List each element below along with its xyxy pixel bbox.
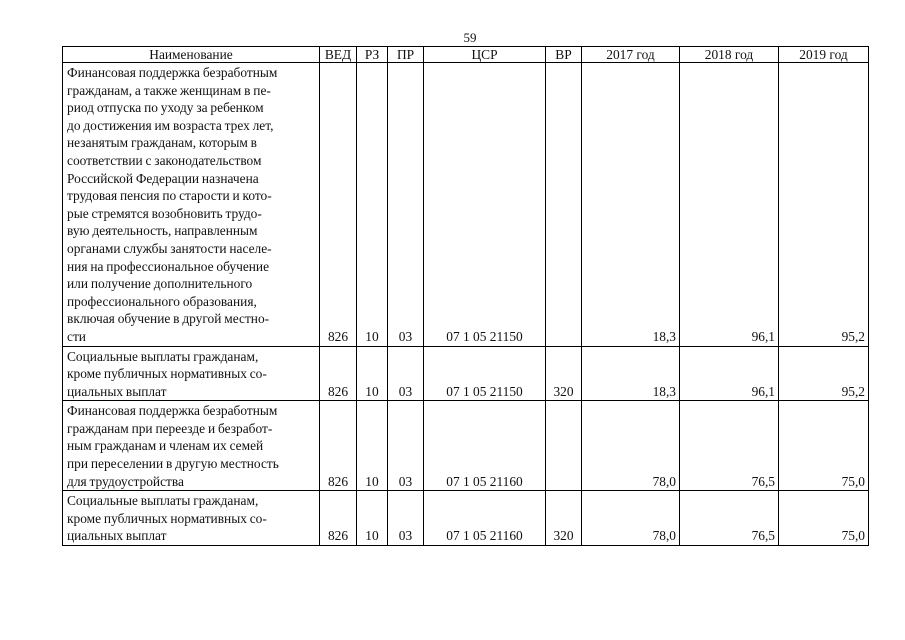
page-number: 59	[463, 30, 477, 45]
cell-rz: 10	[357, 63, 388, 347]
name-line: рые стремятся возобновить трудо-	[67, 205, 262, 221]
header-vr: ВР	[546, 47, 582, 63]
name-line: Финансовая поддержка безработным	[67, 403, 278, 419]
cell-vr: 320	[546, 491, 582, 546]
name-line: риод отпуска по уходу за ребенком	[67, 100, 264, 116]
name-line: включая обучение в другой местно-	[67, 311, 270, 327]
cell-pr: 03	[388, 63, 424, 347]
cell-2018: 76,5	[680, 401, 779, 491]
cell-name	[63, 63, 320, 347]
name-line: до достижения им возраста трех лет,	[67, 117, 274, 133]
name-line: соответствии с законодательством	[67, 152, 262, 168]
name-line: кроме публичных нормативных со-	[67, 366, 267, 382]
cell-pr: 03	[388, 491, 424, 546]
name-line: Социальные выплаты гражданам,	[67, 348, 259, 364]
cell-ved: 826	[320, 63, 357, 347]
name-line: профессионального образования,	[67, 293, 257, 309]
name-line: для трудоустройства	[67, 473, 184, 489]
table-row	[63, 63, 869, 347]
name-line: незанятым гражданам, которым в	[67, 135, 257, 151]
name-line: трудовая пенсия по старости и кото-	[67, 188, 272, 204]
name-line: органами службы занятости населе-	[67, 240, 272, 256]
cell-vr	[546, 63, 582, 347]
name-line: ния на профессиональное обучение	[67, 258, 270, 274]
cell-pr: 03	[388, 346, 424, 401]
header-name: Наименование	[63, 47, 320, 63]
cell-2017: 18,3	[582, 63, 680, 347]
cell-2017: 78,0	[582, 401, 680, 491]
table-header-row	[63, 47, 869, 63]
cell-rz: 10	[357, 401, 388, 491]
name-line: Финансовая поддержка безработным	[67, 65, 278, 80]
header-2018: 2018 год	[680, 47, 779, 63]
name-line: Российской Федерации назначена	[67, 170, 259, 186]
name-line: гражданам при переезде и безработ-	[67, 420, 273, 436]
cell-2018: 76,5	[680, 491, 779, 546]
cell-2019: 75,0	[779, 401, 869, 491]
cell-vr: 320	[546, 346, 582, 401]
table-row	[63, 491, 869, 546]
cell-2018: 96,1	[680, 346, 779, 401]
header-rz: РЗ	[357, 47, 388, 63]
name-line: гражданам, а также женщинам в пе-	[67, 82, 271, 98]
header-csr: ЦСР	[424, 47, 546, 63]
name-line: вую деятельность, направленным	[67, 223, 258, 239]
cell-csr: 07 1 05 21150	[424, 63, 546, 347]
name-line: при переселении в другую местность	[67, 456, 279, 472]
cell-csr: 07 1 05 21160	[424, 491, 546, 546]
cell-pr: 03	[388, 401, 424, 491]
name-line: циальных выплат	[67, 383, 167, 399]
table-row	[63, 346, 869, 401]
header-2017: 2017 год	[582, 47, 680, 63]
name-line: ным гражданам и членам их семей	[67, 438, 264, 454]
table-row	[63, 401, 869, 491]
name-line: кроме публичных нормативных со-	[67, 510, 267, 526]
cell-2017: 18,3	[582, 346, 680, 401]
cell-2017: 78,0	[582, 491, 680, 546]
header-pr: ПР	[388, 47, 424, 63]
cell-ved: 826	[320, 491, 357, 546]
cell-2018: 96,1	[680, 63, 779, 347]
cell-name	[63, 401, 320, 491]
cell-2019: 95,2	[779, 346, 869, 401]
name-line: циальных выплат	[67, 528, 167, 544]
header-ved: ВЕД	[320, 47, 357, 63]
cell-csr: 07 1 05 21150	[424, 346, 546, 401]
name-line: сти	[67, 328, 86, 344]
cell-name	[63, 491, 320, 546]
cell-2019: 75,0	[779, 491, 869, 546]
cell-rz: 10	[357, 491, 388, 546]
name-line: или получение дополнительного	[67, 276, 253, 292]
cell-2019: 95,2	[779, 63, 869, 347]
cell-vr	[546, 401, 582, 491]
header-2019: 2019 год	[779, 47, 869, 63]
cell-name	[63, 346, 320, 401]
cell-csr: 07 1 05 21160	[424, 401, 546, 491]
cell-rz: 10	[357, 346, 388, 401]
budget-table	[62, 46, 869, 546]
cell-ved: 826	[320, 401, 357, 491]
cell-ved: 826	[320, 346, 357, 401]
table-body	[63, 63, 869, 546]
name-line: Социальные выплаты гражданам,	[67, 493, 259, 509]
